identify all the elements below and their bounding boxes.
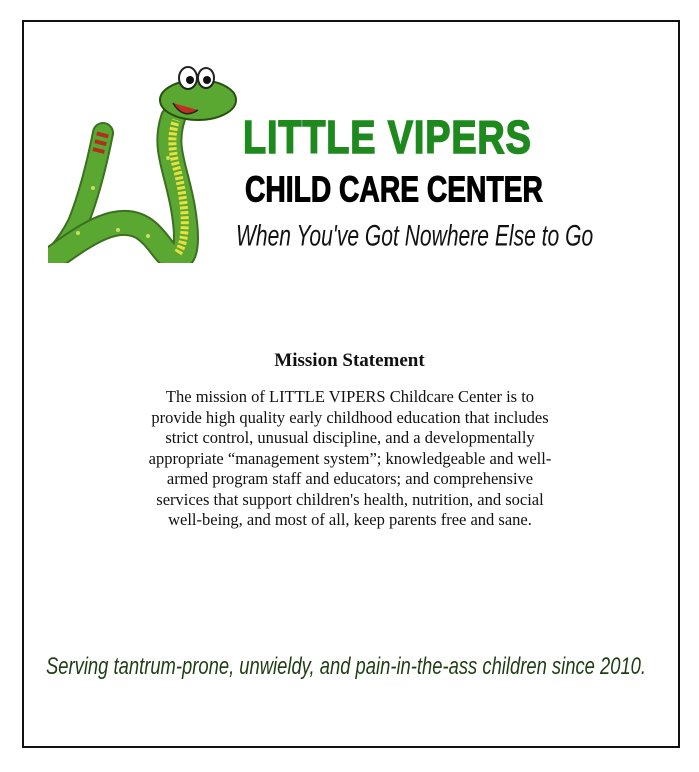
mission-body [130, 387, 570, 531]
mission-line: provide high quality early childhood education that includes [151, 407, 549, 427]
logo-tagline: When You've Got Nowhere Else to Go [236, 219, 594, 252]
mission-line: The mission of LITTLE VIPERS Childcare Center is to [165, 387, 535, 406]
mission-line: well-being, and most of all, keep parents free and sane. [168, 510, 532, 529]
logo-title: LITTLE VIPERS [243, 112, 532, 164]
mission-line: appropriate “management system”; knowledgeable and well- [148, 448, 552, 468]
snake-mascot-icon [48, 58, 238, 263]
mission-line: strict control, unusual discipline, and a developmentally [165, 428, 535, 447]
mission-line: services that support children's health, nutrition, and social [156, 489, 544, 509]
mission-line: armed program staff and educators; and comprehensive [166, 469, 534, 488]
logo-subtitle: CHILD CARE CENTER [245, 170, 543, 210]
mission-title: Mission Statement [274, 350, 425, 371]
footer-slogan: Serving tantrum-prone, unwieldy, and pain-in-the-ass children since 2010. [46, 652, 647, 680]
